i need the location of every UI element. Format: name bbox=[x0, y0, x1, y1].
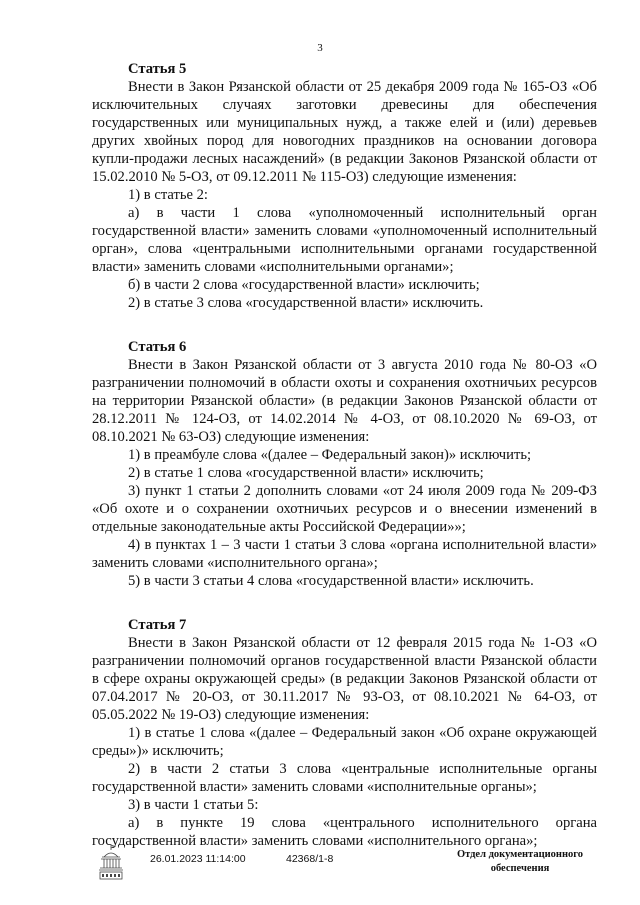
list-item: а) в пункте 19 слова «центрального исполнительного органа государственной власти» заменить словами «исполнительного органа»; bbox=[92, 815, 597, 849]
list-item: 2) в статье 3 слова «государственной власти» исключить. bbox=[128, 295, 484, 311]
footer-doc-number: 42368/1-8 bbox=[286, 853, 334, 865]
footer-department-line2: обеспечения bbox=[490, 863, 550, 874]
list-item: б) в части 2 слова «государственной власти» исключить; bbox=[128, 277, 480, 293]
list-item: 1) в статье 1 слова «(далее – Федеральный закон «Об охране окружающей среды»)» исключить; bbox=[92, 725, 597, 759]
article-intro: Внести в Закон Рязанской области от 12 февраля 2015 года № 1-ОЗ «О разграничении полномочий органов государственной власти Рязанской области в сфере охраны окружающей среды» (в редакции Законов Рязанской области от 07.04.2017 № 20-ОЗ, от 30.11.2017 № 93-ОЗ, от 08.10.2021 № 64-ОЗ, от 05.05.2022 № 19-ОЗ) следующие изменения: bbox=[92, 635, 597, 723]
list-item: 5) в части 3 статьи 4 слова «государственной власти» исключить. bbox=[128, 573, 534, 589]
article-heading: Статья 6 bbox=[128, 339, 187, 355]
article-5 bbox=[92, 60, 597, 312]
page-number: 3 bbox=[317, 42, 323, 54]
list-item: а) в части 1 слова «уполномоченный исполнительный орган государственной власти» заменить словами «уполномоченный исполнительный орган», слова «центральными исполнительными органами государственной власти» заменить словами «исполнительными органами»; bbox=[92, 205, 597, 275]
article-7 bbox=[92, 616, 597, 850]
footer-department bbox=[440, 848, 600, 876]
article-intro: Внести в Закон Рязанской области от 25 декабря 2009 года № 165-ОЗ «Об исключительных случаях заготовки древесины для обеспечения государственных или муниципальных нужд, а также елей и (или) деревьев других хвойных пород для новогодних праздников на основании договора купли-продажи лесных насаждений» (в редакции Законов Рязанской области от 15.02.2010 № 5-ОЗ, от 09.12.2011 № 115-ОЗ) следующие изменения: bbox=[92, 79, 597, 185]
article-heading: Статья 7 bbox=[128, 617, 187, 633]
list-item: 3) в части 1 статьи 5: bbox=[128, 797, 259, 813]
footer bbox=[0, 844, 640, 894]
footer-datetime: 26.01.2023 11:14:00 bbox=[150, 853, 246, 865]
list-item: 3) пункт 1 статьи 2 дополнить словами «от 24 июля 2009 года № 209-ФЗ «Об охоте и о сохранении охотничьих ресурсов и о внесении изменений в отдельные законодательные акты Российской Федерации»»; bbox=[92, 483, 597, 535]
list-item: 2) в части 2 статьи 3 слова «центральные исполнительные органы государственной власти» заменить словами «исполнительные органы»; bbox=[92, 761, 597, 795]
list-item: 1) в преамбуле слова «(далее – Федеральный закон)» исключить; bbox=[128, 447, 532, 463]
list-item: 1) в статье 2: bbox=[128, 187, 208, 203]
footer-department-line1: Отдел документационного bbox=[456, 849, 584, 860]
article-heading: Статья 5 bbox=[128, 61, 187, 77]
article-intro: Внести в Закон Рязанской области от 3 августа 2010 года № 80-ОЗ «О разграничении полномочий в области охоты и сохранения охотничьих ресурсов на территории Рязанской области» (в редакции Законов Рязанской области от 28.12.2011 № 124-ОЗ, от 14.02.2014 № 4-ОЗ, от 08.10.2020 № 69-ОЗ, от 08.10.2021 № 63-ОЗ) следующие изменения: bbox=[92, 357, 597, 445]
list-item: 4) в пунктах 1 – 3 части 1 статьи 3 слова «органа исполнительной власти» заменить словами «исполнительного органа»; bbox=[92, 537, 597, 571]
duma-building-emblem-icon bbox=[98, 844, 124, 884]
list-item: 2) в статье 1 слова «государственной власти» исключить; bbox=[128, 465, 484, 481]
document-body bbox=[92, 60, 597, 876]
article-6 bbox=[92, 338, 597, 590]
